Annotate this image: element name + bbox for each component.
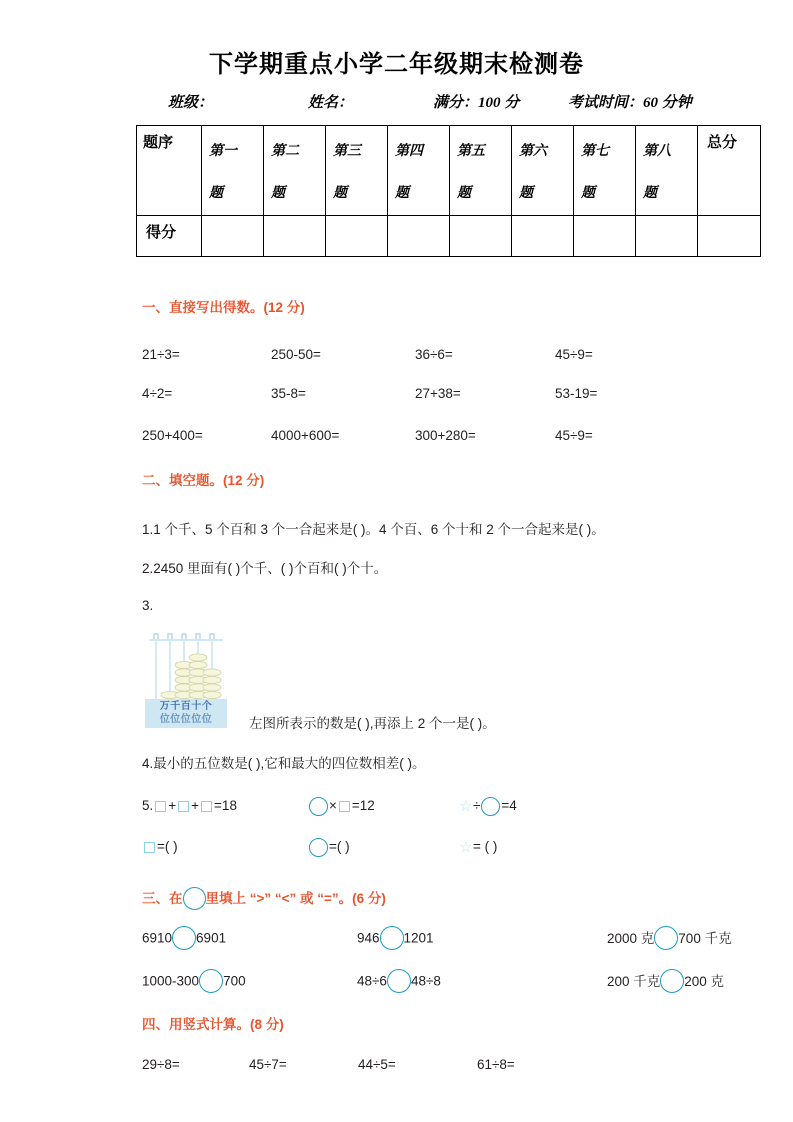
full-score-label: 满分：100 分 [433, 95, 520, 111]
abacus-illustration [145, 630, 227, 728]
q5-res-1: =18 [214, 798, 237, 814]
score-blank-7[interactable] [574, 216, 636, 257]
cell-item-2 [264, 126, 326, 216]
item-4-line1: 第四 [395, 144, 423, 159]
circle-icon[interactable] [660, 969, 684, 993]
circle-icon[interactable] [654, 926, 678, 950]
item-1-line2: 题 [209, 186, 223, 201]
compare-item [357, 970, 607, 994]
abacus-labels-bottom: 位位位位位 [159, 714, 213, 725]
cell-item-7 [574, 126, 636, 216]
vcalc-item: 44÷5= [358, 1057, 396, 1072]
calc-row-3 [142, 428, 762, 443]
cell-row-label-2 [137, 216, 202, 257]
fill-question-3-text: 左图所表示的数是( ),再添上 2 个一是( )。 [249, 716, 496, 731]
table-row-score [137, 216, 761, 257]
score-blank-total[interactable] [698, 216, 761, 257]
name-label: 姓名： [308, 95, 354, 111]
calc-item: 45÷9= [555, 428, 593, 443]
item-6-line1: 第六 [519, 144, 547, 159]
fill-question-5-answers [142, 838, 782, 857]
vcalc-item: 61÷8= [477, 1057, 515, 1072]
vcalc-item: 45÷7= [249, 1057, 287, 1072]
compare-right: 700 千克 [678, 931, 732, 946]
vertical-calc-row [142, 1057, 762, 1072]
cell-row-label-1 [137, 126, 202, 216]
q5-plus-2: + [191, 798, 200, 814]
item-3-line2: 题 [333, 186, 347, 201]
q5-res-3: =4 [501, 798, 517, 814]
abacus-labels-top [148, 700, 224, 713]
item-8 [636, 126, 697, 215]
section-one-heading [142, 296, 305, 316]
circle-icon [183, 887, 206, 910]
abacus-place-labels [148, 700, 224, 726]
q5-times: × [329, 798, 337, 814]
compare-row-1 [142, 927, 782, 951]
item-3-line1: 第三 [333, 144, 361, 159]
fill-question-2: 2.2450 里面有( )个千、( )个百和( )个十。 [142, 561, 388, 576]
calc-item: 45÷9= [555, 347, 593, 362]
item-2-line1: 第二 [271, 144, 299, 159]
item-8-line2: 题 [643, 186, 657, 201]
section-three-points: (6 分) [352, 891, 386, 906]
calc-row-1 [142, 347, 762, 362]
section-four-heading [142, 1013, 284, 1033]
q5-ans-close-2: ) [345, 839, 350, 855]
star-icon: ☆ [459, 798, 473, 815]
calc-row-2 [142, 386, 762, 401]
score-blank-2[interactable] [264, 216, 326, 257]
q5-ans-eq-3: = ( [473, 839, 490, 855]
cell-item-3 [326, 126, 388, 216]
calc-item: 36÷6= [415, 347, 453, 362]
item-5 [450, 126, 511, 215]
cell-item-8 [636, 126, 698, 216]
item-3 [326, 126, 387, 215]
section-three-title-b: 里填上 “>” “<” 或 “=”。 [205, 891, 353, 906]
calc-item: 250+400= [142, 428, 203, 443]
score-blank-1[interactable] [202, 216, 264, 257]
compare-right: 6901 [196, 931, 227, 946]
section-two-title: 二、填空题。 [142, 473, 223, 488]
cell-item-4 [388, 126, 450, 216]
abacus-label-qian: 千 [170, 701, 181, 712]
q5-ans-star [458, 839, 638, 854]
cell-total-header [698, 126, 761, 216]
compare-right: 1201 [403, 931, 434, 946]
score-blank-5[interactable] [450, 216, 512, 257]
section-two-heading [142, 469, 264, 489]
section-four-title: 四、用竖式计算。 [142, 1017, 250, 1032]
calc-item: 21÷3= [142, 347, 180, 362]
square-icon [339, 801, 350, 812]
compare-left: 2000 克 [607, 931, 655, 946]
item-7-line1: 第七 [581, 144, 609, 159]
compare-right: 48÷8 [410, 974, 441, 989]
compare-right: 200 克 [684, 974, 725, 989]
circle-icon[interactable] [387, 969, 411, 993]
section-two-points: (12 分) [223, 473, 265, 488]
q5-res-2: =12 [351, 798, 375, 814]
item-4-line2: 题 [395, 186, 409, 201]
compare-left: 6910 [142, 931, 173, 946]
calc-item: 27+38= [415, 386, 461, 401]
calc-item: 250-50= [271, 347, 321, 362]
item-5-line2: 题 [457, 186, 471, 201]
calc-item: 53-19= [555, 386, 598, 401]
q5-number: 5. [142, 798, 154, 814]
star-icon: ☆ [459, 839, 473, 856]
square-icon [144, 842, 155, 853]
score-blank-3[interactable] [326, 216, 388, 257]
fill-question-4: 4.最小的五位数是( ),它和最大的四位数相差( )。 [142, 756, 426, 771]
row-label-score: 得分 [146, 224, 177, 241]
compare-left: 200 千克 [607, 974, 661, 989]
square-icon [201, 801, 212, 812]
item-5-line1: 第五 [457, 144, 485, 159]
compare-item [142, 970, 357, 994]
exam-time-label: 考试时间：60 分钟 [568, 95, 692, 111]
compare-left: 946 [357, 931, 380, 946]
section-one-title: 一、直接写出得数。 [142, 300, 264, 315]
item-2-line2: 题 [271, 186, 285, 201]
item-2 [264, 126, 325, 215]
q5-eq-3 [458, 797, 638, 816]
section-four-points: (8 分) [250, 1017, 284, 1032]
cell-item-1 [202, 126, 264, 216]
circle-icon [309, 838, 328, 857]
item-6 [512, 126, 573, 215]
cell-item-5 [450, 126, 512, 216]
vcalc-item: 29÷8= [142, 1057, 180, 1072]
section-one-points: (12 分) [263, 300, 305, 315]
compare-item [357, 927, 607, 951]
calc-item: 35-8= [271, 386, 306, 401]
row-label-item-order: 题序 [143, 134, 174, 151]
q5-plus-1: + [168, 798, 177, 814]
square-icon [178, 801, 189, 812]
q5-eq-2 [308, 797, 458, 816]
circle-icon [481, 797, 500, 816]
page-title: 下学期重点小学二年级期末检测卷 [209, 52, 584, 78]
abacus-label-wan: 万 [159, 701, 171, 712]
exam-header-info [168, 91, 748, 112]
abacus-label-shi: 十 [191, 701, 202, 712]
circle-icon[interactable] [199, 969, 223, 993]
item-4 [388, 126, 449, 215]
q5-ans-close-1: ) [173, 839, 178, 855]
cell-item-6 [512, 126, 574, 216]
circle-icon[interactable] [172, 926, 196, 950]
circle-icon[interactable] [380, 926, 404, 950]
compare-left: 48÷6 [357, 974, 387, 989]
q5-ans-circle [308, 838, 458, 857]
q5-ans-square [142, 839, 308, 854]
total-label: 总分 [707, 134, 738, 151]
item-1-line1: 第一 [209, 144, 237, 159]
section-three-title-a: 三、在 [142, 891, 183, 906]
q5-eq-1 [142, 798, 308, 813]
table-row-header [137, 126, 761, 216]
circle-icon [309, 797, 328, 816]
square-icon [155, 801, 166, 812]
class-label: 班级： [168, 95, 214, 111]
fill-question-5-equations [142, 797, 782, 816]
compare-item [142, 927, 357, 951]
item-8-line1: 第八 [643, 144, 671, 159]
calc-item: 4÷2= [142, 386, 173, 401]
score-blank-8[interactable] [636, 216, 698, 257]
q5-ans-eq-2: =( [329, 839, 342, 855]
fill-question-3-label: 3. [142, 598, 154, 613]
compare-left: 1000-300 [142, 974, 200, 989]
item-7-line2: 题 [581, 186, 595, 201]
q5-div: ÷ [473, 798, 481, 814]
section-three-heading [142, 887, 386, 911]
q5-ans-close-3: ) [492, 839, 498, 855]
compare-row-2 [142, 970, 782, 994]
calc-item: 300+280= [415, 428, 476, 443]
compare-item [607, 927, 787, 951]
score-blank-4[interactable] [388, 216, 450, 257]
calc-item: 4000+600= [271, 428, 340, 443]
abacus-label-bai: 百 [180, 701, 192, 712]
item-7 [574, 126, 635, 215]
q5-ans-eq-1: =( [157, 839, 170, 855]
score-blank-6[interactable] [512, 216, 574, 257]
item-6-line2: 题 [519, 186, 533, 201]
compare-item [607, 970, 787, 994]
fill-question-1: 1.1 个千、5 个百和 3 个一合起来是( )。4 个百、6 个十和 2 个一合起来是( )。 [142, 522, 605, 537]
item-1 [202, 126, 263, 215]
score-table [136, 125, 761, 257]
abacus-label-ge: 个 [201, 701, 213, 712]
compare-right: 700 [223, 974, 246, 989]
